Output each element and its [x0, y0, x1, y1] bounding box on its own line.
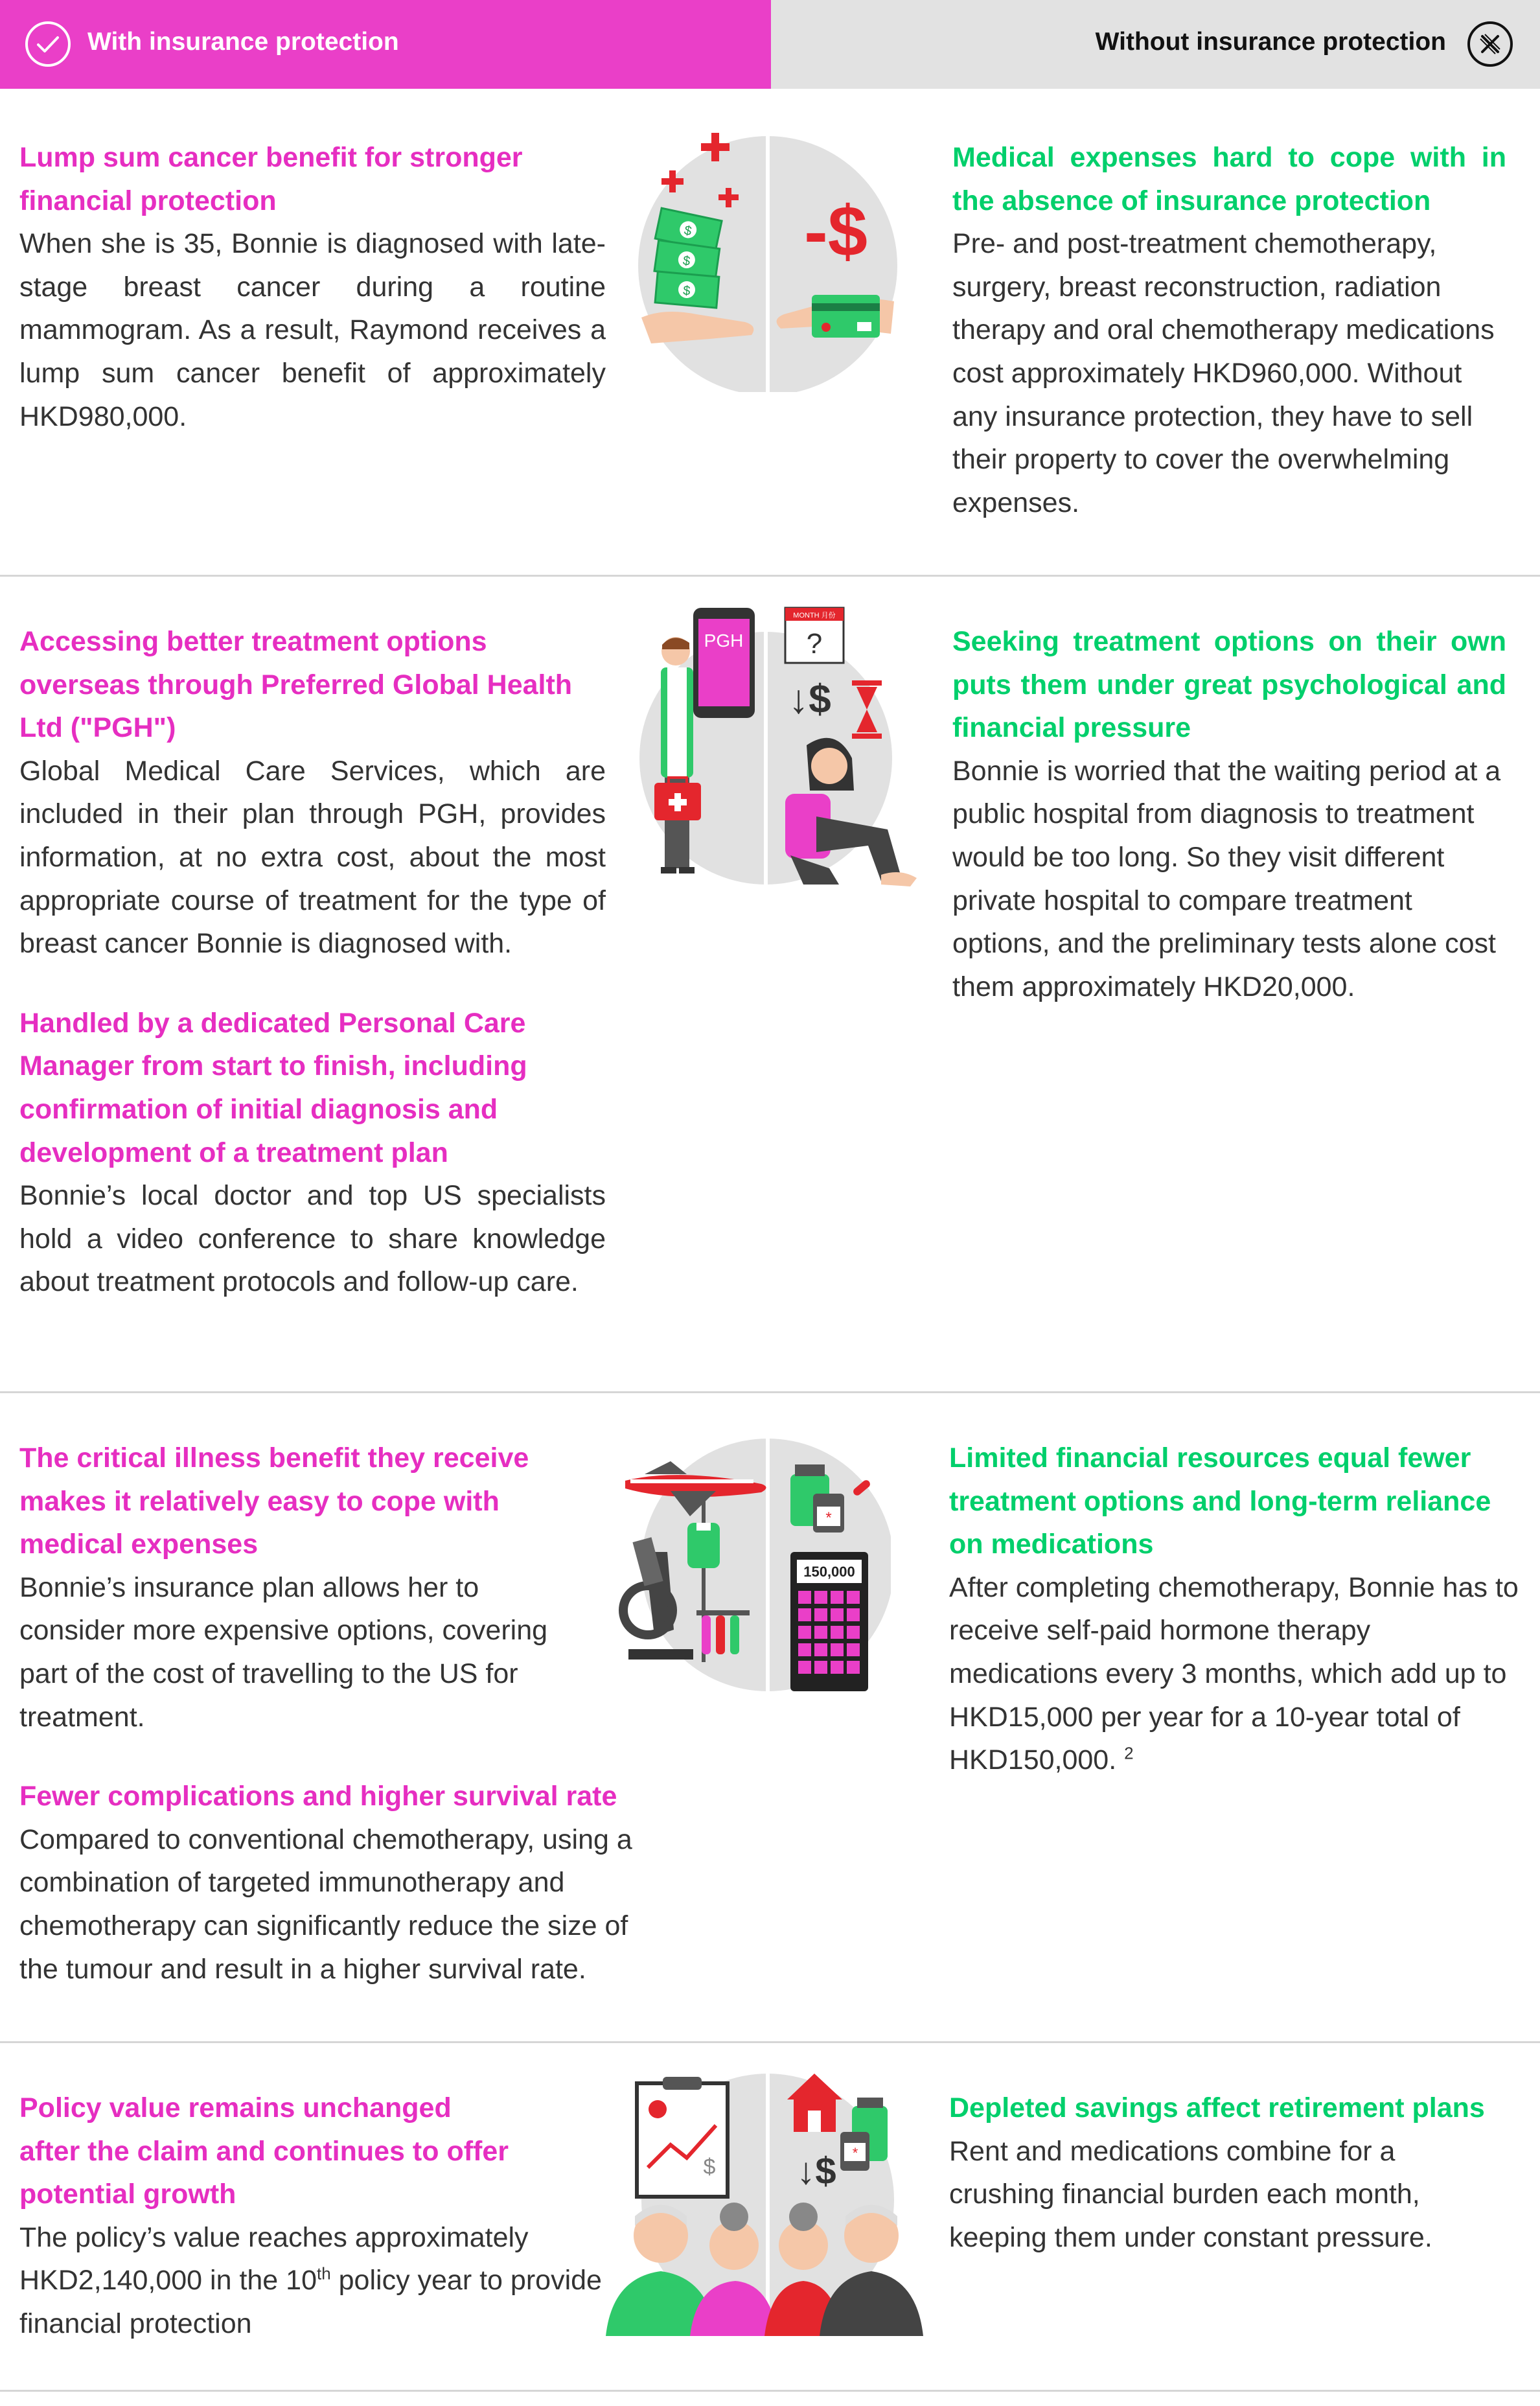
section-divider — [0, 2041, 1540, 2043]
svg-text:*: * — [825, 1509, 832, 1527]
section3-right-body-wrap — [949, 1566, 1519, 1782]
section2-right — [952, 620, 1506, 1008]
section3-left-body-1: Bonnie’s insurance plan allows her to consider more expensive options, covering part of the cost of travelling to the US for treatment. — [19, 1571, 548, 1733]
calculator-icon — [790, 1552, 868, 1691]
section1-right-body: Pre- and post-treatment chemotherapy, surgery, breast reconstruction, radiation therapy and oral chemotherapy medications cost approximately HKD960,000. Without any insurance protection, they have to sell their property to cover the overwhelming expenses. — [952, 228, 1495, 518]
section2-left — [19, 620, 606, 1304]
section4-left-heading: Policy value remains unchanged after the claim and continues to offer potential growth — [19, 2092, 509, 2210]
section2-left-body-2: Bonnie’s local doctor and top US specialists hold a video conference to share knowledge about treatment protocols and follow-up care. — [19, 1180, 606, 1298]
with-insurance-label: With insurance protection — [87, 28, 399, 56]
section2-right-heading: Seeking treatment options on their own puts them under great psychological and financial pressure — [952, 626, 1506, 744]
section4-left-body-b: policy year to provide financial protection — [19, 2265, 602, 2339]
dollar-down-icon: ↓$ — [796, 2150, 836, 2192]
svg-text:$: $ — [703, 2155, 716, 2179]
section2-left-body-1: Global Medical Care Services, which are included in their plan through PGH, provides information, at no extra cost, about the most appropriate course of treatment for the type of breast cancer Bonnie is diagnosed with. — [19, 755, 606, 960]
without-insurance-label: Without insurance protection — [1095, 28, 1446, 56]
section3-right-body: After completing chemotherapy, Bonnie has to receive self-paid hormone therapy medications every 3 months, which add up to HKD15,000 per year for a 10-year total of HKD150,000. — [949, 1571, 1519, 1776]
retirement-couples-illustration — [606, 2070, 930, 2336]
section3-left-heading-1: The critical illness benefit they receive makes it relatively easy to cope with medical expenses — [19, 1442, 529, 1560]
section1-left-body: When she is 35, Bonnie is diagnosed with late-stage breast cancer during a routine mammogram. As a result, Raymond receives a lump sum cancer benefit of approximately HKD980,000. — [19, 228, 606, 432]
section1-right — [952, 136, 1506, 524]
section3-left-heading-2: Fewer complications and higher survival rate — [19, 1781, 617, 1812]
section3-left-body-2: Compared to conventional chemotherapy, using a combination of targeted immunotherapy and chemotherapy can significantly reduce the size of the tumour and result in a higher survival rate. — [19, 1823, 632, 1985]
check-circle-icon — [24, 20, 72, 68]
section2-left-heading-2: Handled by a dedicated Personal Care Manager from start to finish, including confirmation of initial diagnosis and development of a treatment plan — [19, 1007, 527, 1168]
footnote-marker: 2 — [1124, 1743, 1134, 1763]
credit-card-icon — [812, 295, 880, 338]
calendar-icon — [785, 608, 844, 663]
phone-icon — [693, 608, 755, 718]
close-circle-icon — [1466, 20, 1514, 68]
with-insurance-tab[interactable] — [0, 0, 771, 89]
comparison-header — [0, 0, 1540, 89]
svg-text:$: $ — [683, 223, 693, 239]
section4-right-body: Rent and medications combine for a crushing financial burden each month, keeping them under constant pressure. — [949, 2135, 1432, 2253]
cash-icon — [654, 208, 722, 308]
section3-left — [19, 1437, 667, 1991]
section4-right-heading: Depleted savings affect retirement plans — [949, 2092, 1485, 2123]
svg-text:$: $ — [682, 283, 691, 299]
section1-left-heading: Lump sum cancer benefit for stronger financial protection — [19, 142, 523, 216]
svg-text:$: $ — [682, 253, 691, 269]
dollar-down-icon: ↓$ — [788, 677, 831, 722]
svg-text:PGH: PGH — [704, 630, 744, 651]
section4-left-body-wrap — [19, 2216, 603, 2346]
section-divider — [0, 2390, 1540, 2392]
minus-dollar-icon: -$ — [804, 192, 868, 272]
medical-bag-icon — [654, 778, 701, 820]
cash-vs-card-illustration — [638, 120, 897, 392]
svg-text:*: * — [852, 2145, 858, 2161]
section1-right-heading: Medical expenses hard to cope with in the absence of insurance protection — [952, 142, 1506, 216]
treatment-vs-medication-illustration — [619, 1435, 891, 1701]
ordinal-suffix: th — [317, 2264, 331, 2284]
without-insurance-tab[interactable] — [771, 0, 1540, 89]
svg-text:150,000: 150,000 — [803, 1564, 855, 1580]
section3-right — [949, 1437, 1519, 1782]
section-divider — [0, 1391, 1540, 1393]
section4-right — [949, 2087, 1519, 2259]
section-divider — [0, 575, 1540, 577]
svg-text:MONTH 月份: MONTH 月份 — [793, 612, 836, 619]
svg-text:?: ? — [806, 628, 823, 660]
section4-left-body-a: The policy’s value reaches approximately HKD2,140,000 in the 10 — [19, 2221, 529, 2296]
doctor-vs-worried-patient-illustration — [622, 596, 939, 914]
section3-right-heading: Limited financial resources equal fewer treatment options and long-term reliance on medications — [949, 1442, 1491, 1560]
section1-left — [19, 136, 606, 438]
section2-left-heading-1: Accessing better treatment options overseas through Preferred Global Health Ltd ("PGH") — [19, 626, 573, 744]
section2-right-body: Bonnie is worried that the waiting period at a public hospital from diagnosis to treatment would be too long. So they visit different private hospital to compare treatment options, and the preliminary tests alone cost them approximately HKD20,000. — [952, 755, 1501, 1002]
section4-left — [19, 2087, 603, 2346]
clipboard-chart-icon — [637, 2077, 728, 2197]
